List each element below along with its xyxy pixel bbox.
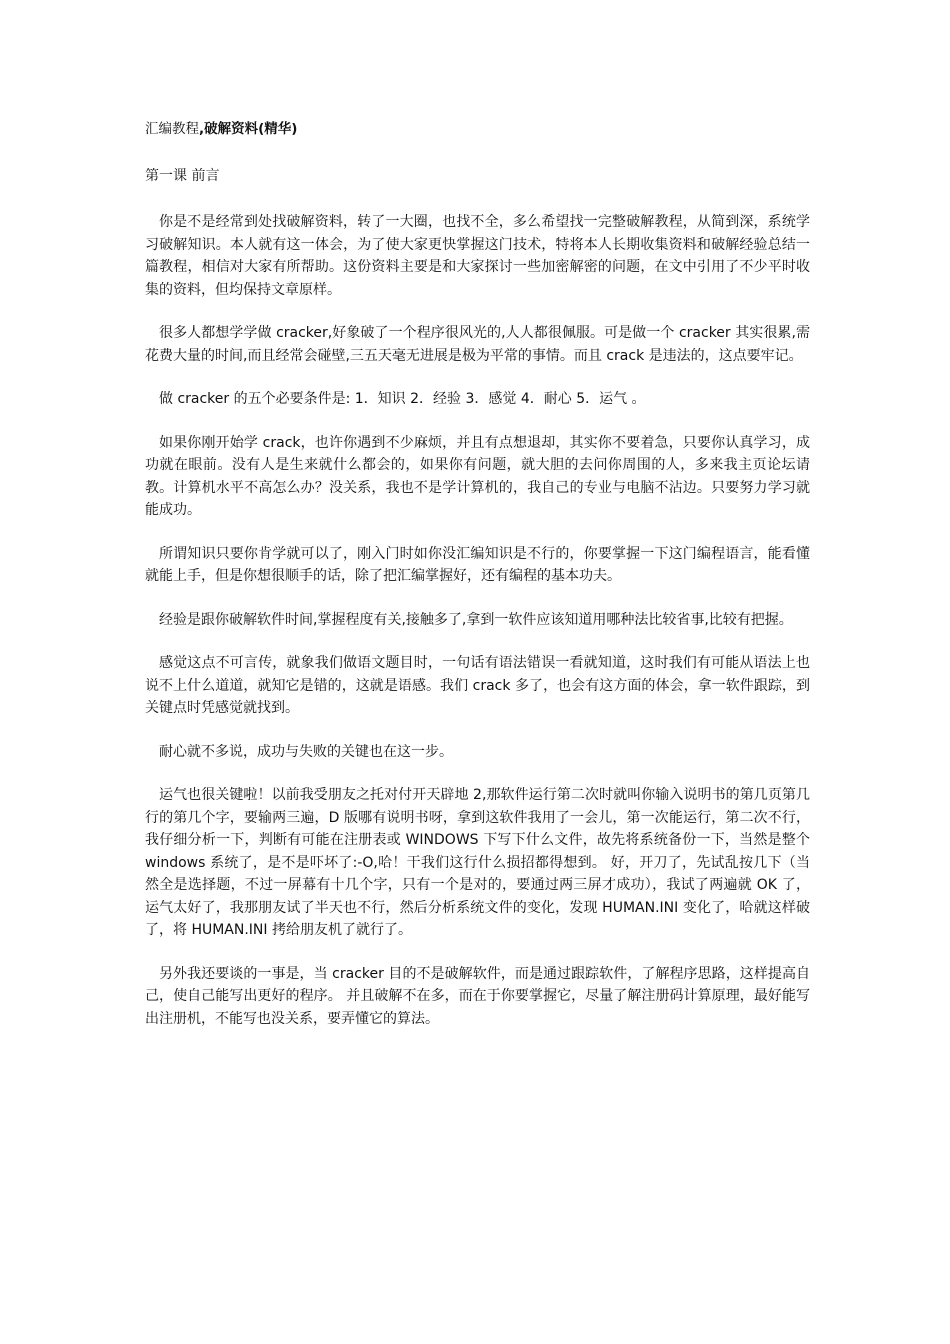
- document-page: [145, 118, 810, 1051]
- paragraph-purpose: 另外我还要谈的一事是，当 cracker 目的不是破解软件，而是通过跟踪软件，了解程序思路，这样提高自己，使自己能写出更好的程序。 并且破解不在多，而在于你要掌握它，尽量了解注册码计算原理，最好能写出注册机，不能写也没关系，要弄懂它的算法。: [145, 965, 810, 1027]
- document-title-main: 汇编教程: [145, 121, 199, 137]
- paragraph-intro: 你是不是经常到处找破解资料，转了一大圈，也找不全，多么希望找一完整破解教程，从简到深，系统学习破解知识。本人就有这一体会，为了使大家更快掌握这门技术，特将本人长期收集资料和破解经验总结一篇教程，相信对大家有所帮助。这份资料主要是和大家探讨一些加密解密的问题，在文中引用了不少平时收集的资料，但均保持文章原样。: [145, 214, 810, 298]
- document-title-rest: ,破解资料(精华): [199, 121, 298, 137]
- paragraph-luck: 运气也很关键啦！以前我受朋友之托对付开天辟地 2,那软件运行第二次时就叫你输入说明书的第几页第几行的第几个字，要输两三遍，D 版哪有说明书呀，拿到这软件我用了一会儿，第一次能运行，第二次不行，我仔细分析一下，判断有可能在注册表或 WINDOWS 下写下什么文件，故先将系统备份一下，当然是整个 windows 系统了，是不是吓坏了:-O,哈！干我们这行什么损招都得想到。 好，开刀了，先试乱按几下（当然全是选择题，不过一屏幕有十几个字，只有一个是对的，要通过两三屏才成功），我试了两遍就 OK 了，运气太好了，我那朋友试了半天也不行，然后分析系统文件的变化，发现 HUMAN.INI 变化了，哈就这样破了，将 HUMAN.INI 拷给朋友机了就行了。: [145, 787, 810, 938]
- paragraph-five-conditions: 做 cracker 的五个必要条件是: 1．知识 2．经验 3．感觉 4．耐心 5．运气 。: [159, 391, 646, 407]
- paragraph-cracker: 很多人都想学学做 cracker,好象破了一个程序很风光的,人人都很佩服。可是做一个 cracker 其实很累,需花费大量的时间,而且经常会碰壁,三五天毫无进展是极为平常的事情。而且 crack 是违法的，这点要牢记。: [145, 325, 810, 364]
- paragraph-experience: 经验是跟你破解软件时间,掌握程度有关,接触多了,拿到一软件应该知道用哪种法比较省事,比较有把握。: [159, 611, 793, 628]
- document-title: [145, 118, 810, 140]
- lesson-heading: 第一课 前言: [145, 168, 220, 184]
- paragraph-patience: 耐心就不多说，成功与失败的关键也在这一步。: [159, 743, 453, 760]
- paragraph-feeling: 感觉这点不可言传，就象我们做语文题目时，一句话有语法错误一看就知道，这时我们有可能从语法上也说不上什么道道，就知它是错的，这就是语感。我们 crack 多了，也会有这方面的体会，拿一软件跟踪，到关键点时凭感觉就找到。: [145, 655, 810, 716]
- paragraph-beginner: 如果你刚开始学 crack，也许你遇到不少麻烦，并且有点想退却，其实你不要着急，只要你认真学习，成功就在眼前。没有人是生来就什么都会的，如果你有问题，就大胆的去问你周围的人，多来我主页论坛请教。计算机水平不高怎么办？没关系，我也不是学计算机的，我自己的专业与电脑不沾边。只要努力学习就能成功。: [145, 434, 810, 518]
- paragraph-knowledge: 所谓知识只要你肯学就可以了，刚入门时如你没汇编知识是不行的，你要掌握一下这门编程语言，能看懂就能上手，但是你想很顺手的话，除了把汇编掌握好，还有编程的基本功夫。: [145, 545, 810, 584]
